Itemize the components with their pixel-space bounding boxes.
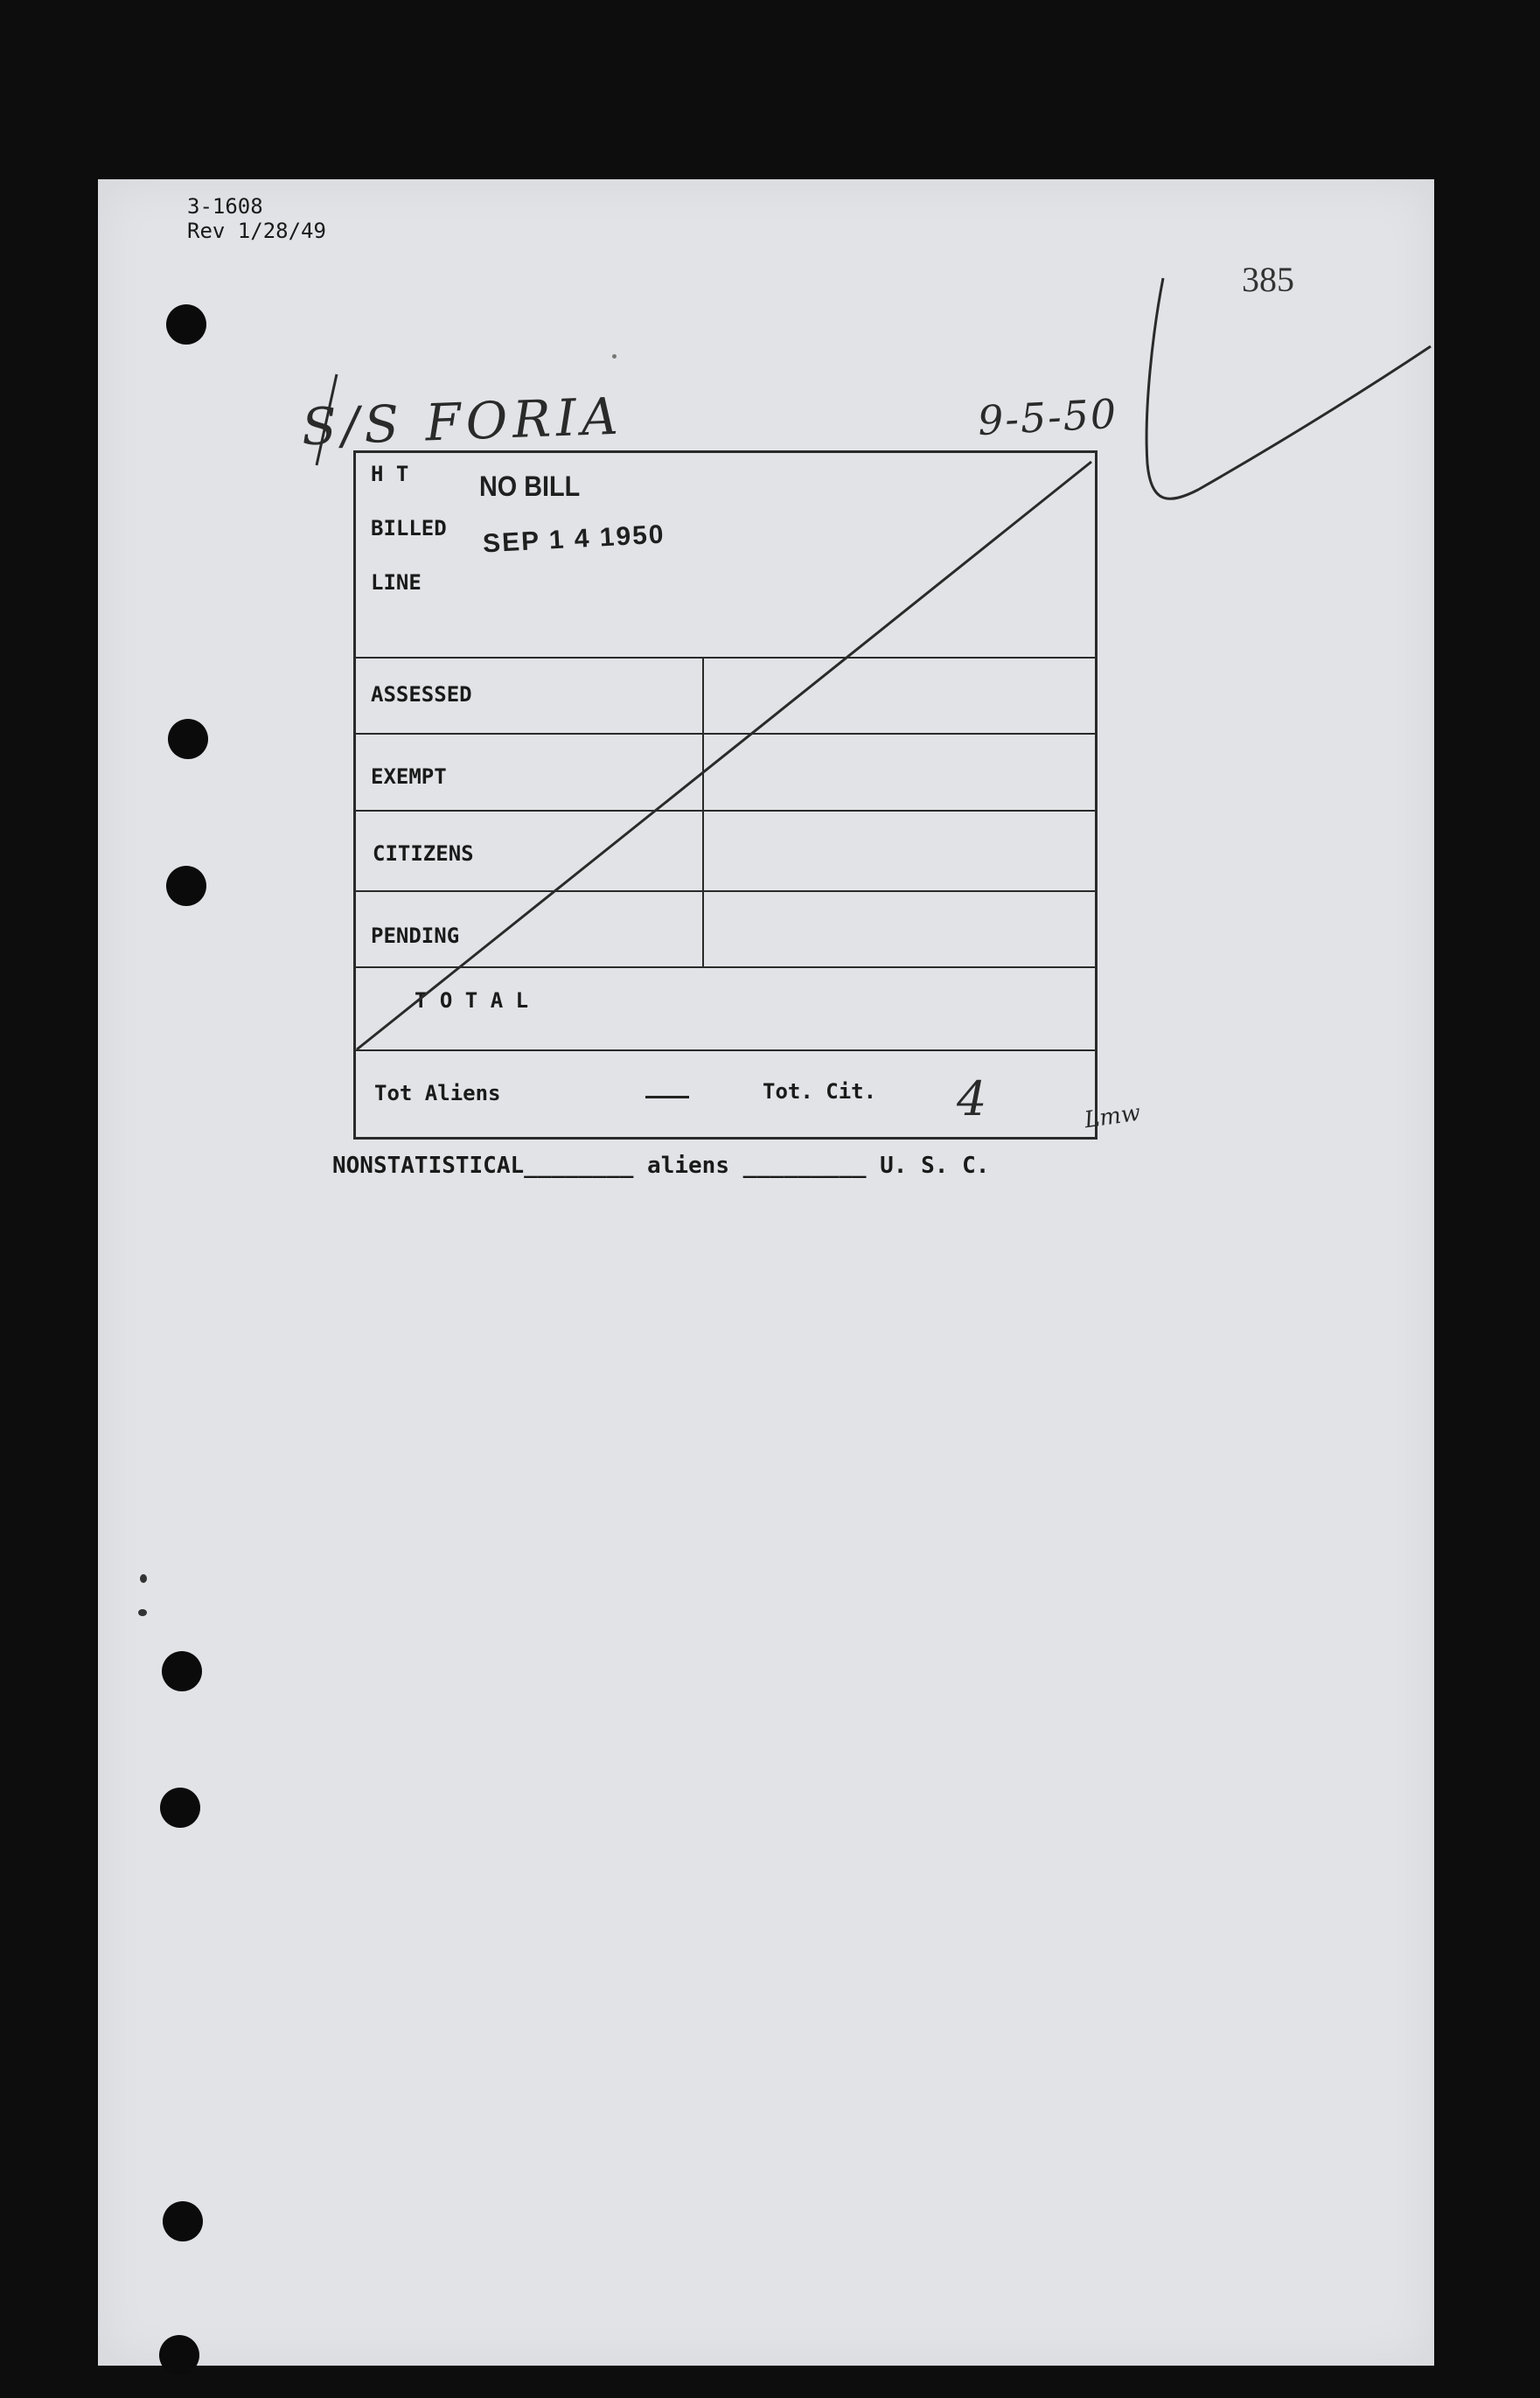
handwritten-date: 9-5-50	[976, 389, 1119, 445]
label-ht: H T	[371, 462, 409, 486]
aliens-label: aliens	[647, 1153, 729, 1179]
label-exempt: EXEMPT	[371, 764, 447, 789]
label-assessed: ASSESSED	[371, 682, 472, 707]
nonstatistical-line: NONSTATISTICAL________ aliens _________ U. S. C.	[332, 1153, 990, 1179]
ship-slash-stroke	[317, 374, 337, 465]
label-total: T O T A L	[415, 988, 529, 1013]
form-revision-text: Rev 1/28/49	[187, 219, 326, 243]
stamp-no-bill: NO BILL	[479, 471, 581, 502]
label-line: LINE	[371, 570, 422, 595]
handwritten-initials: Lmw	[1083, 1099, 1142, 1134]
usc-label: U. S. C.	[880, 1153, 990, 1179]
diagonal-cancel-line	[357, 462, 1091, 1049]
label-pending: PENDING	[371, 924, 460, 948]
label-citizens: CITIZENS	[373, 841, 474, 866]
nonstatistical-label: NONSTATISTICAL	[332, 1153, 525, 1179]
label-billed: BILLED	[371, 516, 447, 540]
stamp-date: SEP 1 4 1950	[482, 519, 666, 559]
form-number-text: 3-1608	[187, 194, 263, 219]
handwritten-tot-cit-value: 4	[957, 1071, 987, 1126]
page-number: 385	[1242, 260, 1294, 299]
label-tot-cit: Tot. Cit.	[763, 1079, 877, 1104]
handwritten-ship-name: S/S FORIA	[300, 386, 624, 457]
label-tot-aliens: Tot Aliens	[374, 1081, 501, 1105]
check-mark-stroke	[1146, 278, 1431, 498]
